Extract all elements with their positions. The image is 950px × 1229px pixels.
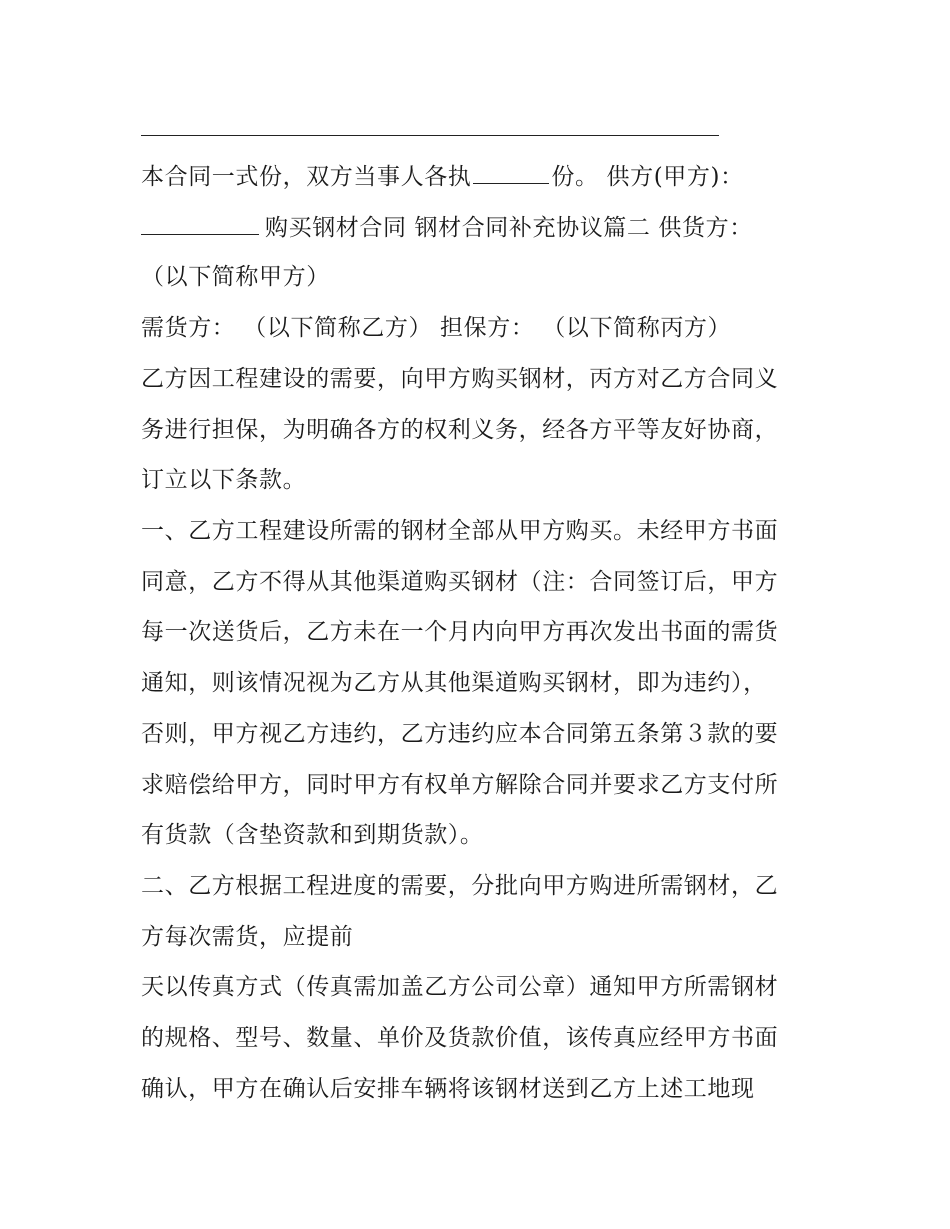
text-line: 需货方： （以下简称乙方） 担保方： （以下简称丙方） [141, 315, 732, 341]
text-line: 否则，甲方视乙方违约，乙方违约应本合同第五条第３款的要 [141, 721, 779, 747]
text-line: 方每次需货，应提前 [141, 924, 354, 950]
text-line: 确认，甲方在确认后安排车辆将该钢材送到乙方上述工地现 [141, 1076, 755, 1102]
text-line: 同意，乙方不得从其他渠道购买钢材（注：合同签订后，甲方 [141, 569, 779, 595]
supplier-name-blank [141, 212, 259, 235]
text-line: 一、乙方工程建设所需的钢材全部从甲方购买。未经甲方书面 [141, 518, 779, 544]
text-line: 的规格、型号、数量、单价及货款价值，该传真应经甲方书面 [141, 1025, 779, 1051]
text-line-title [141, 212, 753, 243]
copies-text-start: 本合同一式份，双方当事人各执 [141, 164, 472, 190]
text-line: 求赔偿给甲方，同时甲方有权单方解除合同并要求乙方支付所 [141, 772, 779, 798]
text-line: 务进行担保，为明确各方的权利义务，经各方平等友好协商， [141, 417, 779, 443]
copies-count-blank [473, 161, 549, 184]
text-line: 订立以下条款。 [141, 467, 307, 493]
text-line: 有货款（含垫资款和到期货款）。 [141, 822, 484, 848]
text-line: 每一次送货后，乙方未在一个月内向甲方再次发出书面的需货 [141, 619, 779, 645]
text-line: 二、乙方根据工程进度的需要，分批向甲方购进所需钢材，乙 [141, 873, 779, 899]
copies-text-end: 份。 供方(甲方)： [551, 164, 744, 190]
text-line: （以下简称甲方） [141, 264, 330, 290]
contract-title-text: 购买钢材合同 钢材合同补充协议篇二 供货方： [265, 215, 753, 241]
top-signature-line [141, 135, 719, 136]
text-line-copies [141, 161, 744, 192]
text-line: 通知，则该情况视为乙方从其他渠道购买钢材，即为违约）， [141, 670, 767, 696]
text-line: 乙方因工程建设的需要，向甲方购买钢材，丙方对乙方合同义 [141, 366, 779, 392]
text-line: 天以传真方式（传真需加盖乙方公司公章）通知甲方所需钢材 [141, 974, 779, 1000]
